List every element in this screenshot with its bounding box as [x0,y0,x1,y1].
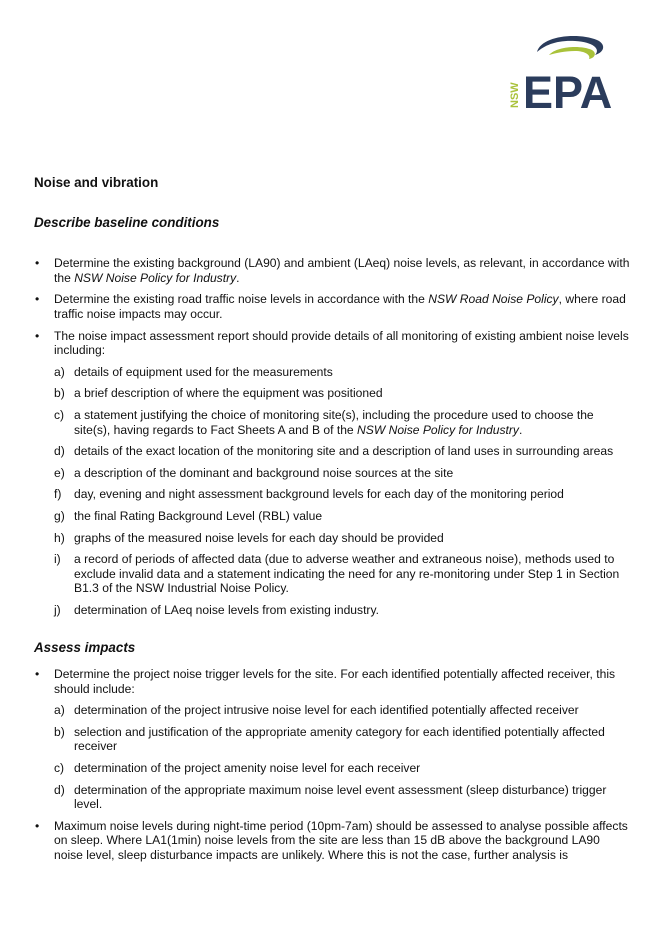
list-item: i) a record of periods of affected data (due to adverse weather and extraneous noise), methods used to exclude invalid data and a statement indicating the need for any re-monitoring under Step 1 in Section B1.3 of the NSW Industrial Noise Policy. [54,552,620,596]
bullet-item: • The noise impact assessment report should provide details of all monitoring of existing ambient noise levels including: a) details of equipment used for the measurements b) a brief description of where the equipment was positioned c) a statement justifying the choice of monitoring site(s), including the procedure used to choose the site(s), having regards to Fact Sheets A and B of the NSW Noise Policy for Industry. d) details of the exact location of the monitoring site and a description of land uses in surrounding areas e) a description of the dominant and background noise sources at the site f) day, evening and night assessment background levels for each day of the monitoring period g) the final Rating Background Level (RBL) value h) graphs of the measured noise levels for each day should be provided i) a record of periods of affected data (due to adverse weather and extraneous noise), methods used to exclude invalid data and a statement indicating the need for any re-monitoring under Step 1 in Section B1.3 of the NSW Industrial Noise Policy. j) determination of LAeq noise levels from existing industry. [34,329,630,618]
list-item: h) graphs of the measured noise levels for each day should be provided [54,530,444,545]
epa-swoosh-logo-mark [505,30,630,112]
policy-reference: NSW Noise Policy for Industry [74,270,237,285]
section-heading-impacts: Assess impacts [34,640,136,656]
nsw-epa-logo [505,30,630,112]
page-title: Noise and vibration [34,175,159,190]
list-item: a) determination of the project intrusive noise level for each identified potentially affected receiver [54,703,579,718]
list-item: a) details of equipment used for the measurements [54,364,333,379]
list-item: d) details of the exact location of the monitoring site and a description of land uses in surrounding areas [54,444,614,459]
document-body [34,176,630,870]
bullet-item: • Maximum noise levels during night-time period (10pm-7am) should be assessed to analyse possible affects on sleep. Where LA1(1min) noise levels from the site are less than 15 dB above the background LA90 noise level, sleep disturbance impacts are unlikely. Where this is not the case, further analysis is [34,819,630,863]
nsw-logo-text: NSW [509,82,521,108]
bullet-item: • Determine the existing background (LA90) and ambient (LAeq) noise levels, as relevant, in accordance with the NSW Noise Policy for Industry. [34,256,630,285]
section-heading-baseline: Describe baseline conditions [34,214,220,230]
trigger-levels-list [54,703,630,812]
list-item: f) day, evening and night assessment background levels for each day of the monitoring period [54,487,564,502]
epa-logo-text: EPA [523,67,613,112]
list-item: d) determination of the appropriate maximum noise level event assessment (sleep disturbance) trigger level. [54,782,607,812]
policy-reference: NSW Noise Policy for Industry [357,422,519,437]
bullet-item: • Determine the project noise trigger levels for the site. For each identified potentially affected receiver, this should include: a) determination of the project intrusive noise level for each identified potentially affected receiver b) selection and justification of the appropriate amenity category for each identified potentially affected receiver c) determination of the project amenity noise level for each receiver d) determination of the appropriate maximum noise level event assessment (sleep disturbance) trigger level. [34,667,630,812]
list-item: j) determination of LAeq noise levels from existing industry. [54,602,379,617]
list-item: c) determination of the project amenity noise level for each receiver [54,761,421,776]
monitoring-details-list [54,365,630,618]
list-item: b) selection and justification of the appropriate amenity category for each identified potentially affected receiver [54,724,605,754]
baseline-bullet-list [34,256,630,617]
list-item: g) the final Rating Background Level (RBL) value [54,508,323,523]
list-item: b) a brief description of where the equipment was positioned [54,386,383,401]
policy-reference: NSW Road Noise Policy [428,292,559,307]
bullet-item: • Determine the existing road traffic noise levels in accordance with the NSW Road Noise Policy, where road traffic noise impacts may occur. [34,292,630,321]
list-item: e) a description of the dominant and background noise sources at the site [54,465,454,480]
impacts-bullet-list [34,667,630,863]
list-item: c) a statement justifying the choice of monitoring site(s), including the procedure used to choose the site(s), having regards to Fact Sheets A and B of the NSW Noise Policy for Industry. [54,407,594,437]
